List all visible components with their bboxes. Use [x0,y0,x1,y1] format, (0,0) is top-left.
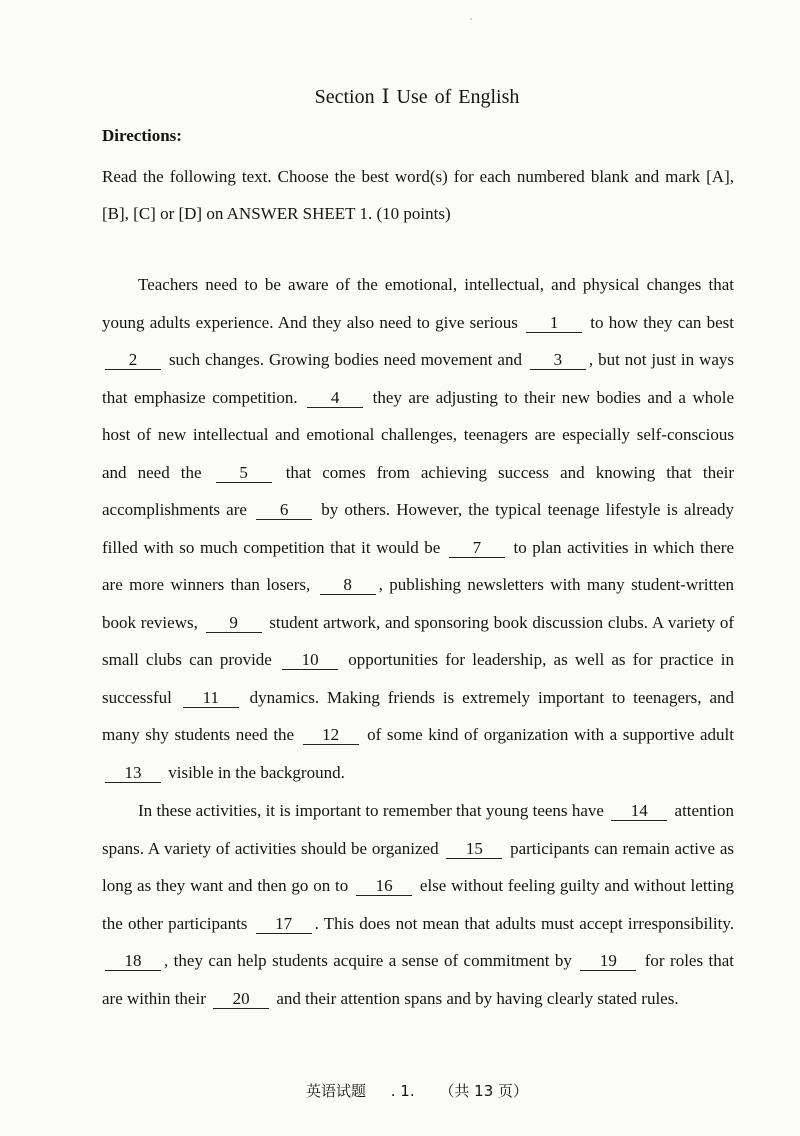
blank-7: 7 [449,539,505,558]
passage-text: student artwork, and sponsoring book discussion clubs. A variety of small clubs can provide [102,612,734,669]
passage-text: , but not just in ways that emphasize competition. [102,350,734,407]
blank-17: 17 [256,915,312,934]
passage-text: and their attention spans and by having clearly stated rules. [272,988,679,1008]
section-name: Use of English [396,86,520,108]
blank-13: 13 [105,764,161,783]
passage-text: participants can remain active as long as they want and then go on to [102,838,734,895]
passage-text: , publishing newsletters with many student-written book reviews, [102,575,734,632]
directions-text: Read the following text. Choose the best word(s) for each numbered blank and mark [A], [B], [C] or [D] on ANSWER SHEET 1. (10 points) [102,167,734,223]
blank-10: 10 [282,651,338,670]
passage-text: to plan activities in which there are more winners than losers, [102,537,734,594]
footer-total-pages: （共 13 页） [439,1082,529,1100]
passage-text: opportunities for leadership, as well as for practice in successful [102,650,734,707]
blank-15: 15 [446,840,502,859]
page-footer [0,1080,800,1101]
passage-text: that comes from achieving success and knowing that their accomplishments are [102,462,734,519]
blank-4: 4 [307,389,363,408]
passage-text: by others. However, the typical teenage lifestyle is already filled with so much competition that it would be [102,500,735,557]
passage-text: they are adjusting to their new bodies and a whole host of new intellectual and emotional challenges, teenagers are especially self-conscious and need the [102,387,734,482]
section-title [0,84,800,109]
passage-text: for roles that are within their [102,951,734,1008]
directions-heading: Directions: [102,126,182,145]
blank-18: 18 [105,952,161,971]
footer-subject: 英语试题 [305,1082,366,1100]
blank-3: 3 [530,351,586,370]
section-label: Section [314,86,375,108]
blank-8: 8 [320,576,376,595]
blank-5: 5 [216,464,272,483]
blank-12: 12 [303,726,359,745]
blank-20: 20 [213,990,269,1009]
blank-19: 19 [580,952,636,971]
section-numeral: Ⅰ [381,86,390,108]
scan-speck [470,18,472,20]
passage-text: In these activities, it is important to remember that young teens have [138,801,609,820]
passage-text: attention spans. A variety of activities should be organized [102,801,735,858]
passage-text: such changes. Growing bodies need movement and [164,350,527,369]
passage-paragraph-2 [102,792,734,1017]
passage-text: visible in the background. [164,762,345,782]
footer-page-number: . 1. [390,1082,415,1100]
passage-text: , they can help students acquire a sense of commitment by [164,951,578,970]
passage-text: . This does not mean that adults must accept irresponsibility. [314,913,734,933]
passage-text: Teachers need to be aware of the emotional, intellectual, and physical changes that young adults experience. And they also need to give serious [102,275,734,332]
passage-text: to how they can best [585,312,734,332]
passage-text: of some kind of organization with a supportive adult [361,725,735,744]
blank-14: 14 [611,802,667,821]
blank-9: 9 [206,614,262,633]
blank-11: 11 [183,689,239,708]
blank-6: 6 [256,501,312,520]
blank-1: 1 [526,314,582,333]
blank-2: 2 [105,351,161,370]
passage-text: dynamics. Making friends is extremely important to teenagers, and many shy students need the [102,687,734,744]
passage-text: else without feeling guilty and without letting the other participants [102,876,734,933]
blank-16: 16 [356,877,412,896]
passage-paragraph-1 [102,266,734,791]
